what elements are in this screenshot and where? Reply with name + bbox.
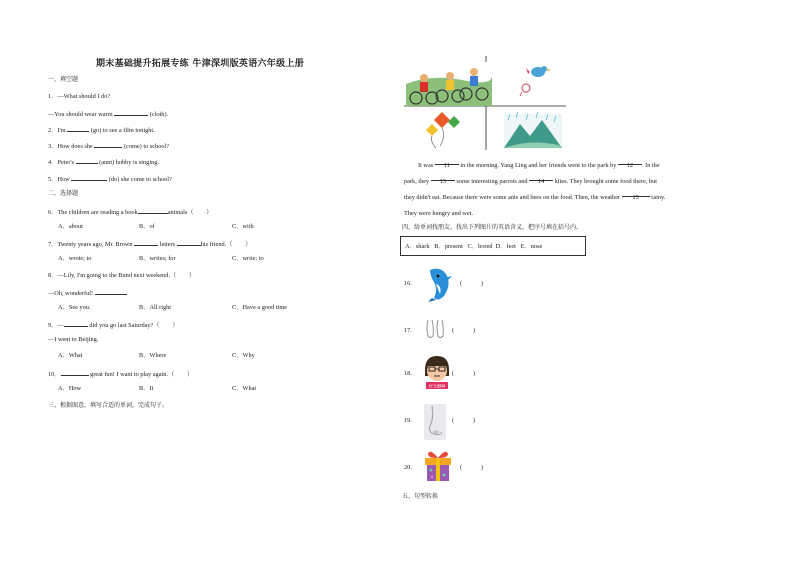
section-5-heading: 五、句型转换 xyxy=(402,493,439,500)
q8-text-b: —Oh, wonderful! xyxy=(48,290,94,297)
blank[interactable] xyxy=(67,125,89,132)
question-8-reply xyxy=(48,288,127,298)
passage-text: park, they xyxy=(404,178,430,185)
rainy-picture xyxy=(504,112,562,148)
nose-picture xyxy=(424,404,446,440)
blank[interactable] xyxy=(177,239,201,246)
q6-text-a: 6．The children are reading a book xyxy=(48,209,138,216)
question-1: 1．—What should I do? xyxy=(48,93,111,100)
page-title: 期末基础提升拓展专练 牛津深圳版英语六年级上册 xyxy=(95,59,305,69)
present-picture xyxy=(422,448,454,482)
item-19-answer[interactable]: ( ) xyxy=(452,417,476,424)
passage-text: kites. They brought some food there, but xyxy=(554,178,658,185)
q5-text-a: 5．How xyxy=(48,176,70,183)
q4-text-b: (aunt) hobby is singing. xyxy=(99,159,159,166)
q6-option-c[interactable]: C．with xyxy=(232,223,254,230)
blank[interactable] xyxy=(76,157,98,164)
item-20-answer[interactable]: ( ) xyxy=(460,464,484,471)
passage-text: . In the xyxy=(641,162,660,169)
q5-text-b: (do) she come to school? xyxy=(108,176,172,183)
q7-option-b[interactable]: B．writes; for xyxy=(139,255,176,262)
blank[interactable] xyxy=(138,207,168,214)
q1b-text: —You should wear warm xyxy=(48,111,113,118)
q4-text-a: 4．Peter's xyxy=(48,159,74,166)
question-2 xyxy=(48,125,155,135)
passage-line-3 xyxy=(404,190,766,206)
passage-line-4: They were hungry and wet. xyxy=(404,210,474,217)
passage-text: in the morning. Yang Ling and her friends went to the park by xyxy=(460,162,617,169)
word-options: A．shark B．present C．bored D．feet E．nose xyxy=(405,243,543,250)
blank[interactable] xyxy=(64,320,88,327)
section-2-heading: 二、选择题 xyxy=(48,190,79,197)
question-8: 8．—Lily, I'm going to the Bund next weekend.（ ） xyxy=(48,272,196,279)
q7-text-a: 7．Twenty years ago, Mr. Brown xyxy=(48,241,133,248)
q6-option-b[interactable]: B．of xyxy=(139,223,155,230)
blank[interactable] xyxy=(114,109,148,116)
q3-text-b: (come) to school? xyxy=(123,143,170,150)
passage-line-2 xyxy=(404,174,766,190)
q9-option-a[interactable]: A．What xyxy=(58,352,83,359)
bored-face-picture xyxy=(422,354,452,390)
passage-text: rainy. xyxy=(651,194,666,201)
blank[interactable] xyxy=(95,288,127,295)
question-4 xyxy=(48,157,159,167)
blank-12[interactable]: 12 xyxy=(618,158,642,165)
question-7 xyxy=(48,239,251,249)
q6-option-a[interactable]: A．about xyxy=(58,223,83,230)
section-3-heading: 三、根据图意，填写合适的单词，完成句子。 xyxy=(48,402,169,409)
q2-text-b: (go) to see a film tonight. xyxy=(90,127,155,134)
q7-option-c[interactable]: C．write; to xyxy=(232,255,264,262)
blank-11[interactable]: 11 xyxy=(435,158,459,165)
q3-text-a: 3．How does she xyxy=(48,143,93,150)
blank[interactable] xyxy=(71,174,107,181)
blank[interactable] xyxy=(61,369,89,376)
question-3 xyxy=(48,141,169,151)
q8-option-b[interactable]: B．All right xyxy=(139,304,172,311)
item-19-number: 19. xyxy=(404,417,412,424)
cycling-picture xyxy=(406,62,492,106)
section-1-heading: 一、填空题 xyxy=(48,76,79,83)
passage-line-1 xyxy=(404,158,766,174)
item-18-answer[interactable]: ( ) xyxy=(452,370,476,377)
item-16-answer[interactable]: ( ) xyxy=(460,280,484,287)
q9-option-c[interactable]: C．Why xyxy=(232,352,255,359)
question-9-reply: —I went to Beijing. xyxy=(48,336,99,343)
q9-text-a: 9．— xyxy=(48,322,64,329)
q10-option-b[interactable]: B．It xyxy=(139,385,154,392)
passage-text: It was xyxy=(418,162,434,169)
shark-picture xyxy=(424,264,454,304)
q7-option-a[interactable]: A．wrote; to xyxy=(58,255,92,262)
q7-text-c: his friend.（ ） xyxy=(200,241,252,248)
feet-picture xyxy=(424,318,448,340)
word-options-box xyxy=(400,236,586,256)
picture-grid xyxy=(402,54,570,152)
blank-13[interactable]: 13 xyxy=(431,174,455,181)
kites-picture xyxy=(426,112,460,148)
item-17-number: 17. xyxy=(404,327,412,334)
q8-option-a[interactable]: A．See you. xyxy=(58,304,91,311)
q10-option-c[interactable]: C．What xyxy=(232,385,257,392)
question-6 xyxy=(48,207,212,217)
passage-text: some interesting parrots and xyxy=(456,178,528,185)
q2-text-a: 2．I'm xyxy=(48,127,66,134)
blank-14[interactable]: 14 xyxy=(529,174,553,181)
item-20-number: 20. xyxy=(404,464,412,471)
blank[interactable] xyxy=(134,239,158,246)
blank[interactable] xyxy=(94,141,122,148)
bird-picture xyxy=(520,66,551,96)
section-4-heading: 四、给单词找朋友。找出下列图片的英语含义，把序号填在括号内。 xyxy=(402,224,583,231)
blank-15[interactable]: 15 xyxy=(622,190,650,197)
q7-text-b: letters xyxy=(159,241,176,248)
question-5 xyxy=(48,174,172,184)
q8-option-c[interactable]: C．Have a good time xyxy=(232,304,288,311)
item-18-number: 18. xyxy=(404,370,412,377)
q10-text-a: 10． xyxy=(48,371,61,378)
q10-text-b: great fun! I want to play again.（ ） xyxy=(90,371,194,378)
q9-text-b: did you go last Saturday?（ ） xyxy=(89,322,179,329)
passage-text: they didn't eat. Because there were some ants and bees on the food. Then, the weather xyxy=(404,194,621,201)
item-17-answer[interactable]: ( ) xyxy=(452,327,476,334)
q10-option-a[interactable]: A．How xyxy=(58,385,82,392)
question-10 xyxy=(48,369,193,379)
q6-text-b: animals（ ） xyxy=(167,209,213,216)
q1b-hint: (cloth). xyxy=(149,111,169,118)
q9-option-b[interactable]: B．Where xyxy=(139,352,167,359)
question-1-answer-line xyxy=(48,109,168,119)
bored-badge-text: 好无聊啊 xyxy=(428,383,446,389)
question-9 xyxy=(48,320,179,330)
item-16-number: 16. xyxy=(404,280,412,287)
